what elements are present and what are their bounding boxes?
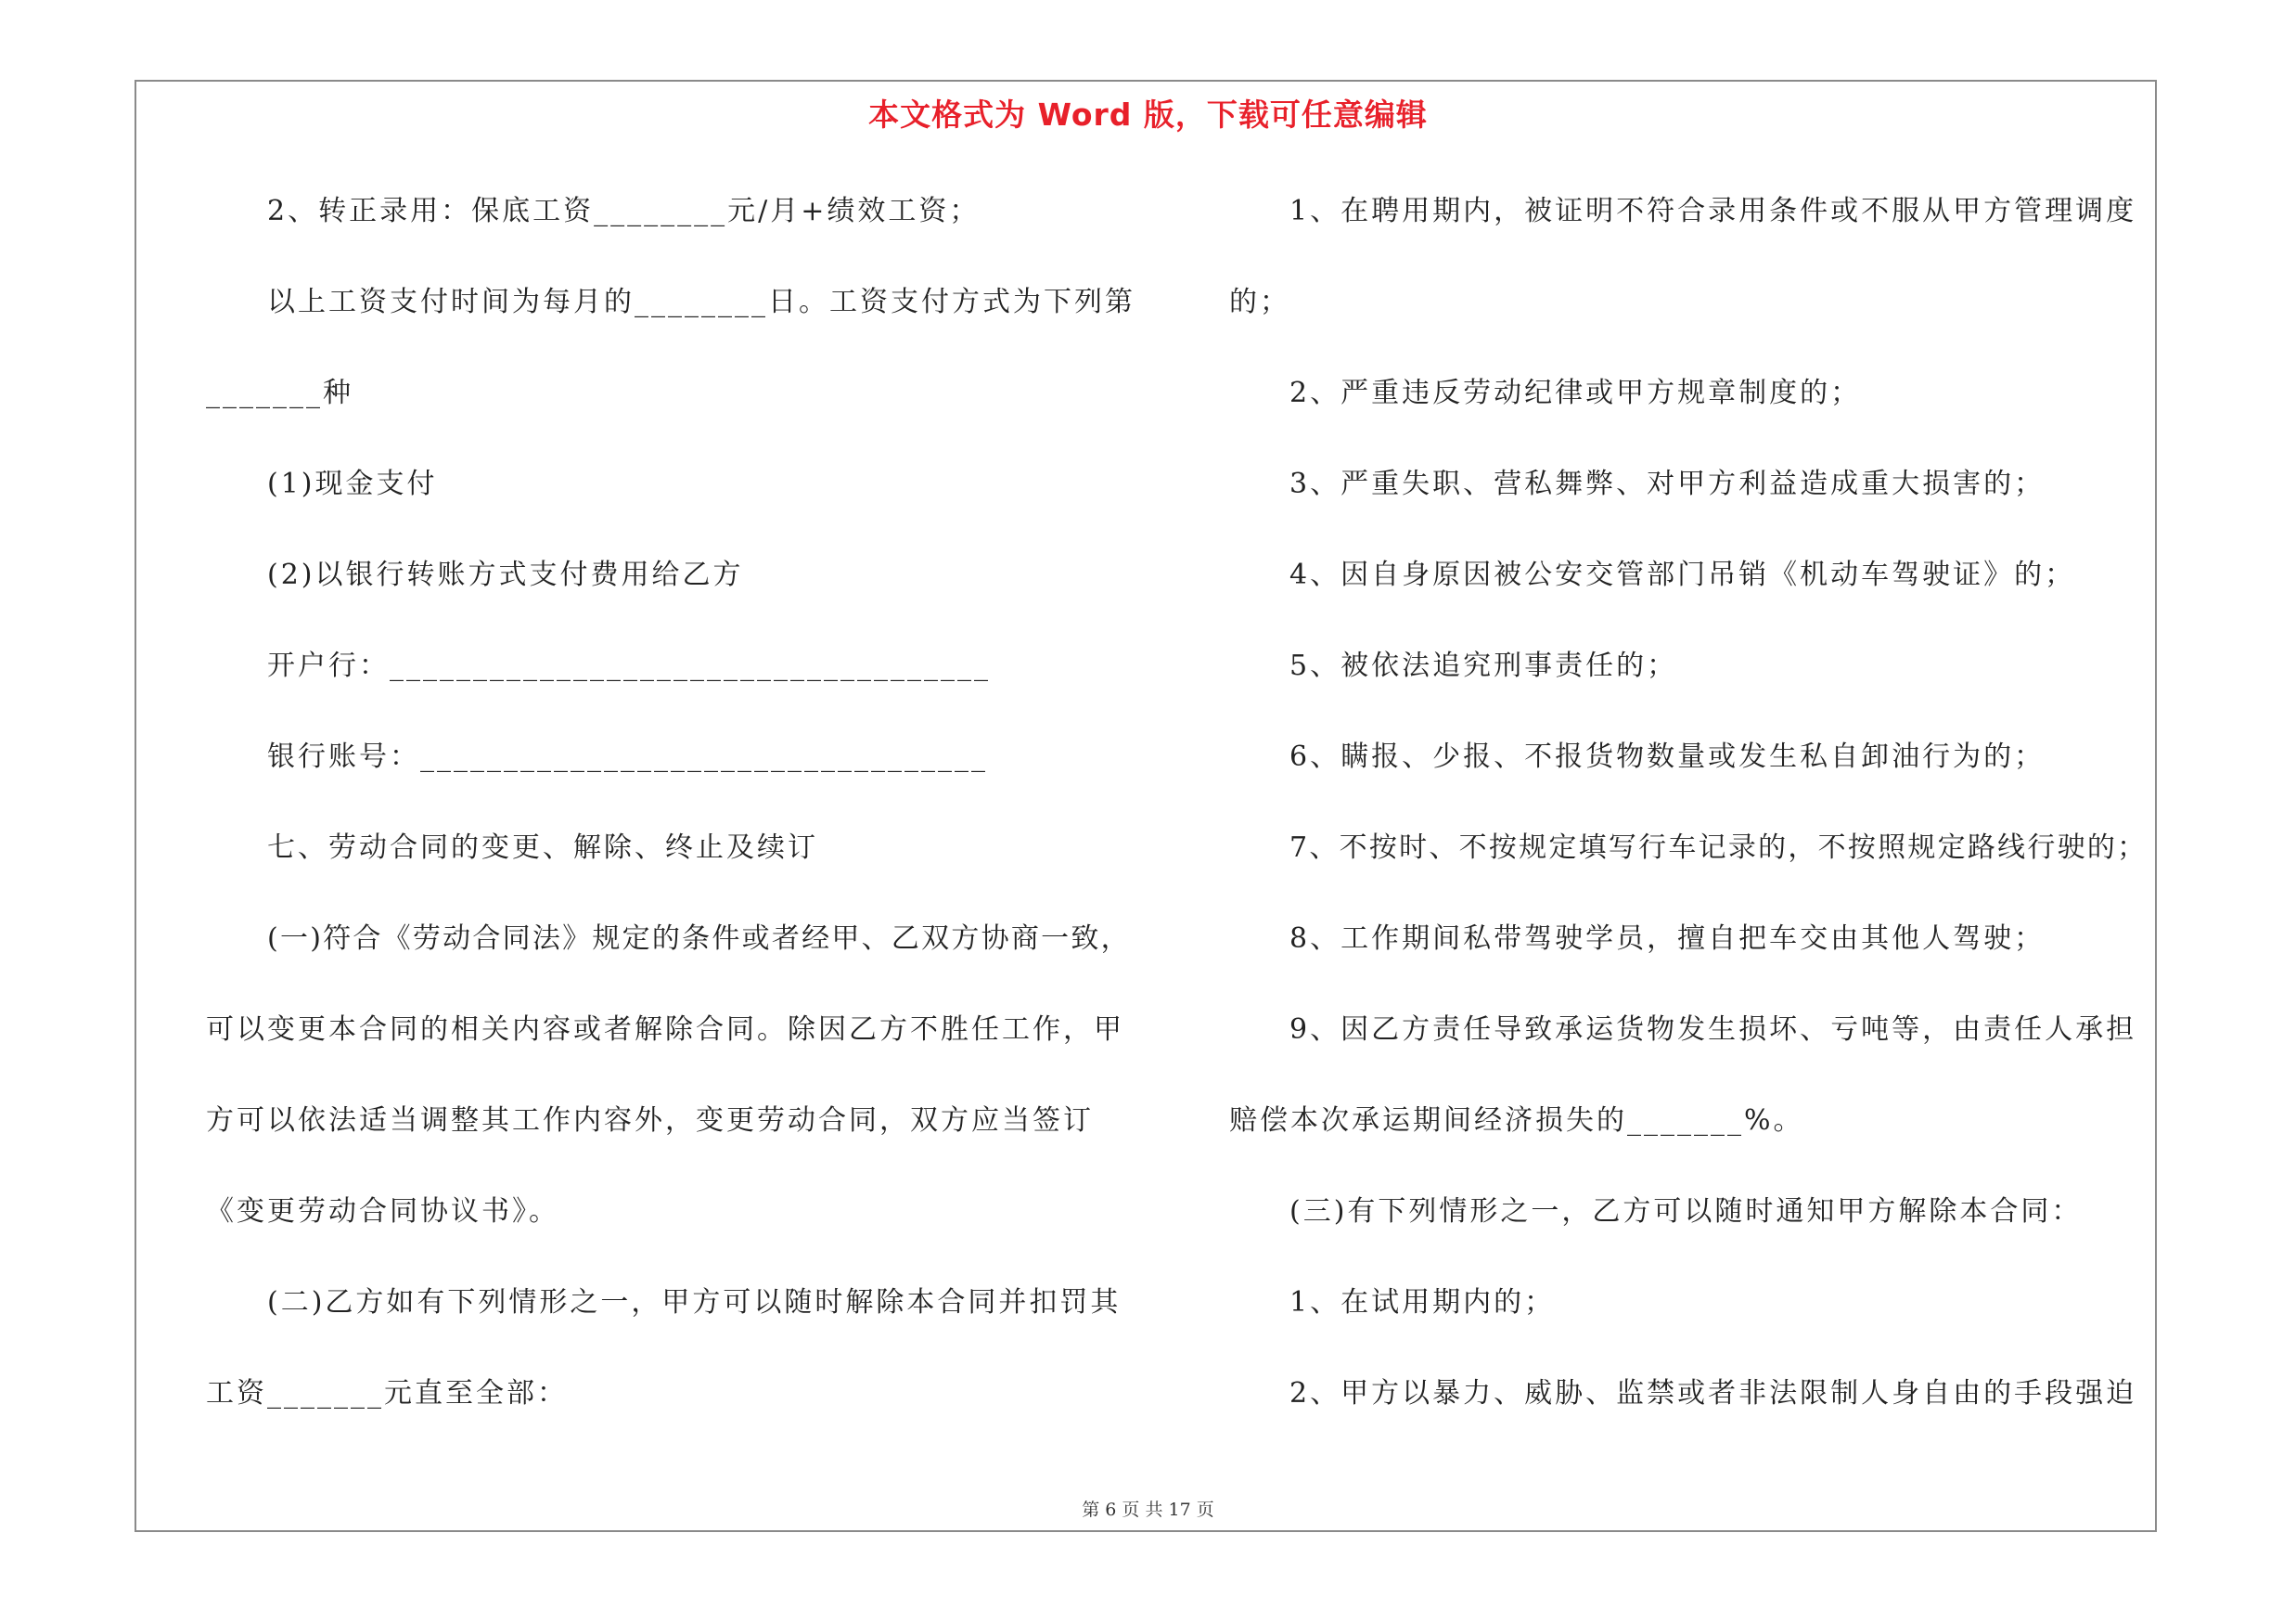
paragraph-line: 5、被依法追究刑事责任的； [1289, 650, 1678, 682]
paragraph-line: 赔偿本次承运期间经济损失的_______%。 [1229, 1104, 1804, 1137]
paragraph-line: 6、瞒报、少报、不报货物数量或发生私自卸油行为的； [1289, 741, 2046, 773]
paragraph-line: (1)现金支付 [267, 468, 438, 500]
paragraph-line: 银行账号：__________________________________ [267, 741, 988, 773]
paragraph-line: 1、在试用期内的； [1289, 1286, 1556, 1319]
paragraph-line: 1、在聘用期内，被证明不符合录用条件或不服从甲方管理调度 [1289, 195, 2137, 227]
paragraph-line: (一)符合《劳动合同法》规定的条件或者经甲、乙双方协商一致， [267, 922, 1131, 955]
paragraph-line: 2、严重违反劳动纪律或甲方规章制度的； [1289, 377, 1862, 409]
paragraph-line: 2、转正录用：保底工资________元/月+绩效工资； [267, 195, 981, 227]
paragraph-line: 7、不按时、不按规定填写行车记录的，不按照规定路线行驶的； [1289, 831, 2148, 864]
paragraph-line: 以上工资支付时间为每月的________日。工资支付方式为下列第 [267, 286, 1135, 318]
paragraph-line: 3、严重失职、营私舞弊、对甲方利益造成重大损害的； [1289, 468, 2046, 500]
paragraph-line: (三)有下列情形之一，乙方可以随时通知甲方解除本合同： [1289, 1195, 2083, 1228]
paragraph-line: 开户行：____________________________________ [267, 650, 991, 682]
paragraph-line: (二)乙方如有下列情形之一，甲方可以随时解除本合同并扣罚其 [267, 1286, 1122, 1319]
paragraph-line: 可以变更本合同的相关内容或者解除合同。除因乙方不胜任工作，甲 [206, 1013, 1124, 1046]
paragraph-line: 的； [1229, 286, 1290, 318]
paragraph-line: 8、工作期间私带驾驶学员，擅自把车交由其他人驾驶； [1289, 922, 2046, 955]
paragraph-line: (2)以银行转账方式支付费用给乙方 [267, 559, 744, 591]
page-number-footer: 第 6 页 共 17 页 [1082, 1500, 1214, 1520]
paragraph-line: 9、因乙方责任导致承运货物发生损坏、亏吨等，由责任人承担 [1289, 1013, 2137, 1046]
paragraph-line: _______种 [206, 377, 353, 409]
paragraph-line: 工资_______元直至全部： [206, 1377, 568, 1410]
paragraph-line: 《变更劳动合同协议书》。 [206, 1195, 559, 1228]
paragraph-line: 2、甲方以暴力、威胁、监禁或者非法限制人身自由的手段强迫 [1289, 1377, 2137, 1410]
format-notice-banner: 本文格式为 Word 版，下载可任意编辑 [868, 97, 1428, 133]
paragraph-line: 4、因自身原因被公安交管部门吊销《机动车驾驶证》的； [1289, 559, 2076, 591]
section-heading: 七、劳动合同的变更、解除、终止及续订 [267, 831, 818, 864]
paragraph-line: 方可以依法适当调整其工作内容外，变更劳动合同，双方应当签订 [206, 1104, 1094, 1137]
